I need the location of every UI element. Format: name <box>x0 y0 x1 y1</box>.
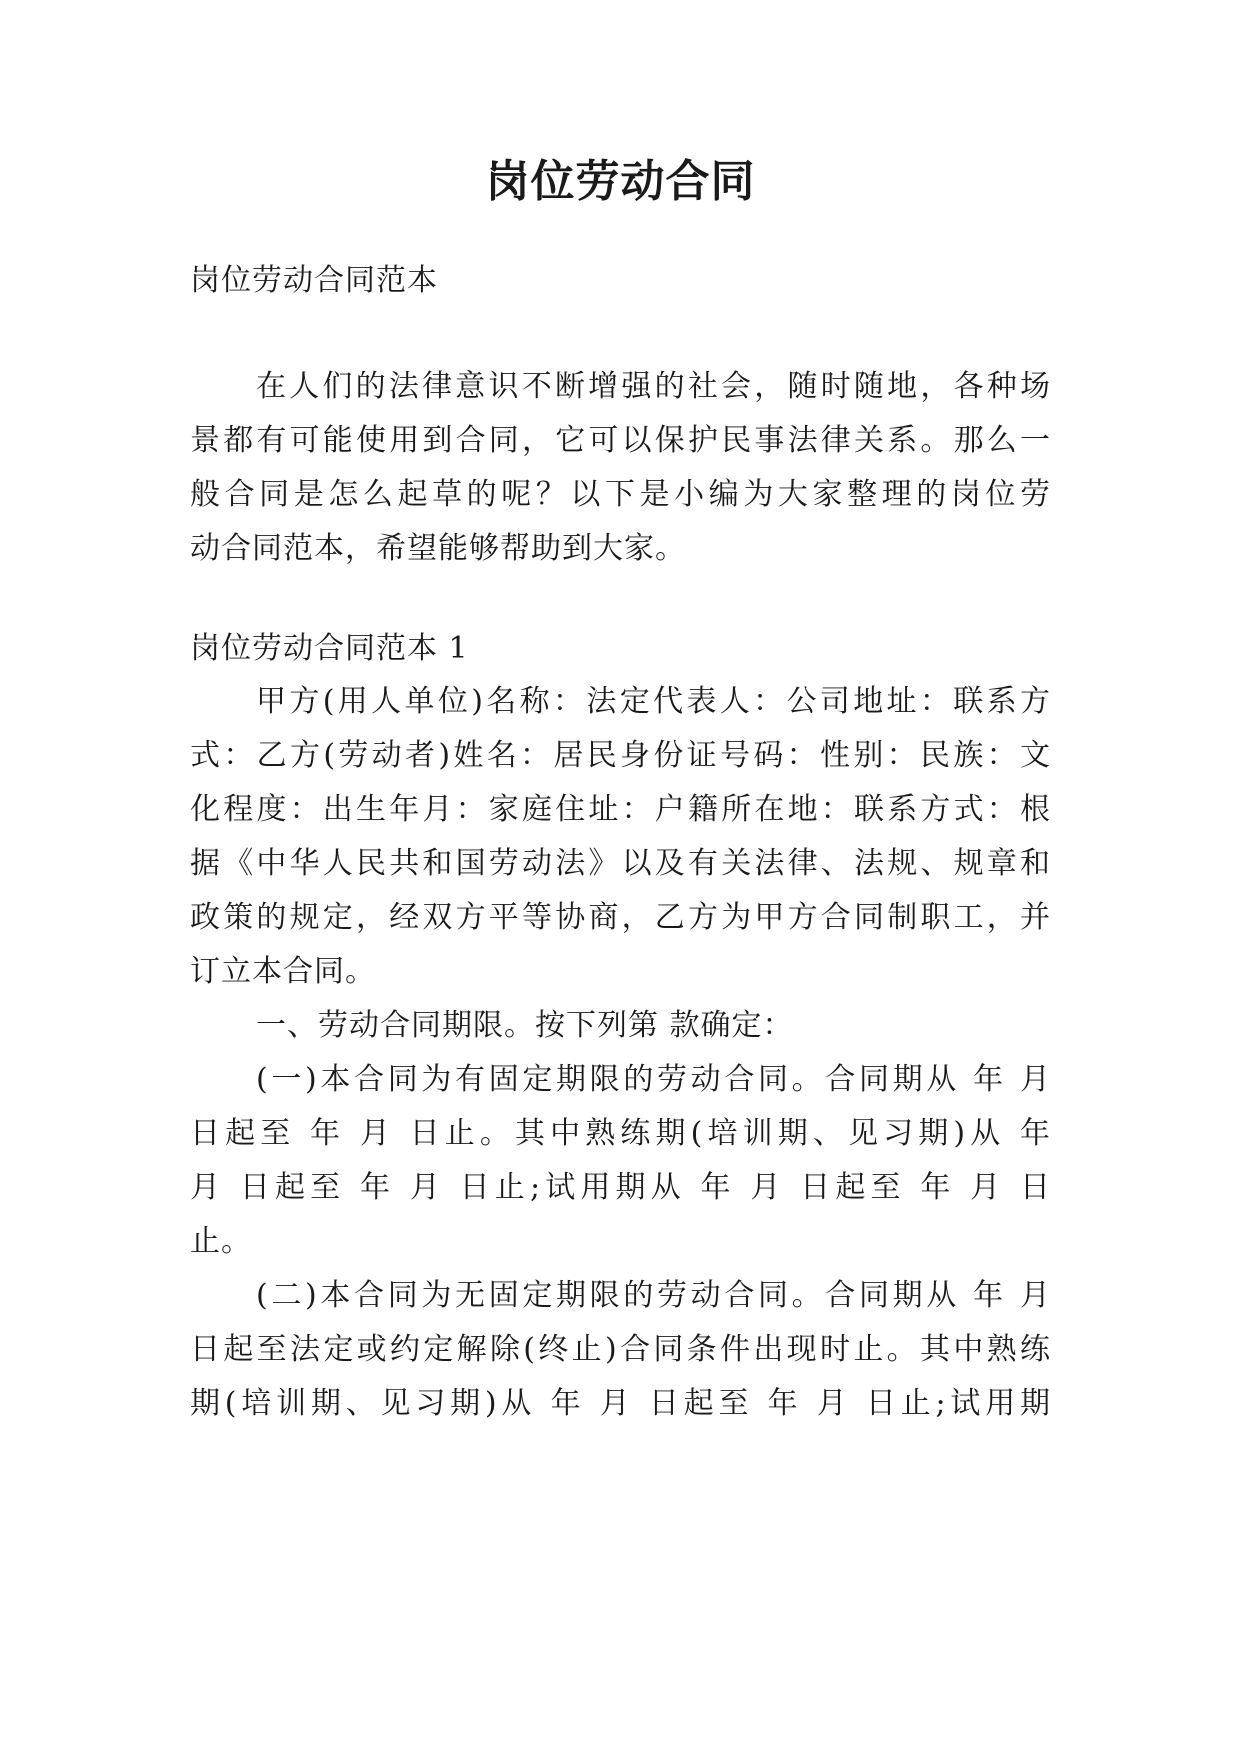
clause-one-heading: 一、劳动合同期限。按下列第 款确定： <box>256 1008 794 1043</box>
subtitle-line: 岗位劳动合同范本 <box>190 263 438 298</box>
clause-open-line-1: (二)本合同为无固定期限的劳动合同。合同期从 年 月 <box>256 1278 1051 1313</box>
clause-fixed-line-4: 止。 <box>190 1224 252 1259</box>
party-line-1: 甲方(用人单位)名称：法定代表人：公司地址：联系方 <box>256 684 1051 719</box>
intro-line-3: 般合同是怎么起草的呢？以下是小编为大家整理的岗位劳 <box>190 477 1051 512</box>
section-heading: 岗位劳动合同范本 1 <box>190 631 469 666</box>
document-title: 岗位劳动合同 <box>485 156 756 207</box>
clause-fixed-line-2: 日起至 年 月 日止。其中熟练期(培训期、见习期)从 年 <box>190 1116 1051 1151</box>
clause-open-line-2: 日起至法定或约定解除(终止)合同条件出现时止。其中熟练 <box>190 1332 1051 1367</box>
clause-open-line-3: 期(培训期、见习期)从 年 月 日起至 年 月 日止;试用期 <box>190 1386 1051 1421</box>
clause-fixed-line-1: (一)本合同为有固定期限的劳动合同。合同期从 年 月 <box>256 1062 1051 1097</box>
party-line-4: 据《中华人民共和国劳动法》以及有关法律、法规、规章和 <box>190 846 1051 881</box>
clause-fixed-line-3: 月 日起至 年 月 日止;试用期从 年 月 日起至 年 月 日 <box>190 1170 1051 1205</box>
party-line-3: 化程度：出生年月：家庭住址：户籍所在地：联系方式：根 <box>190 792 1051 827</box>
intro-line-2: 景都有可能使用到合同，它可以保护民事法律关系。那么一 <box>190 423 1051 458</box>
intro-line-1: 在人们的法律意识不断增强的社会，随时随地，各种场 <box>256 369 1051 404</box>
party-line-5: 政策的规定，经双方平等协商，乙方为甲方合同制职工，并 <box>190 900 1051 935</box>
intro-line-4: 动合同范本，希望能够帮助到大家。 <box>190 531 686 566</box>
party-line-6: 订立本合同。 <box>190 954 376 989</box>
party-line-2: 式：乙方(劳动者)姓名：居民身份证号码：性别：民族：文 <box>190 738 1051 773</box>
